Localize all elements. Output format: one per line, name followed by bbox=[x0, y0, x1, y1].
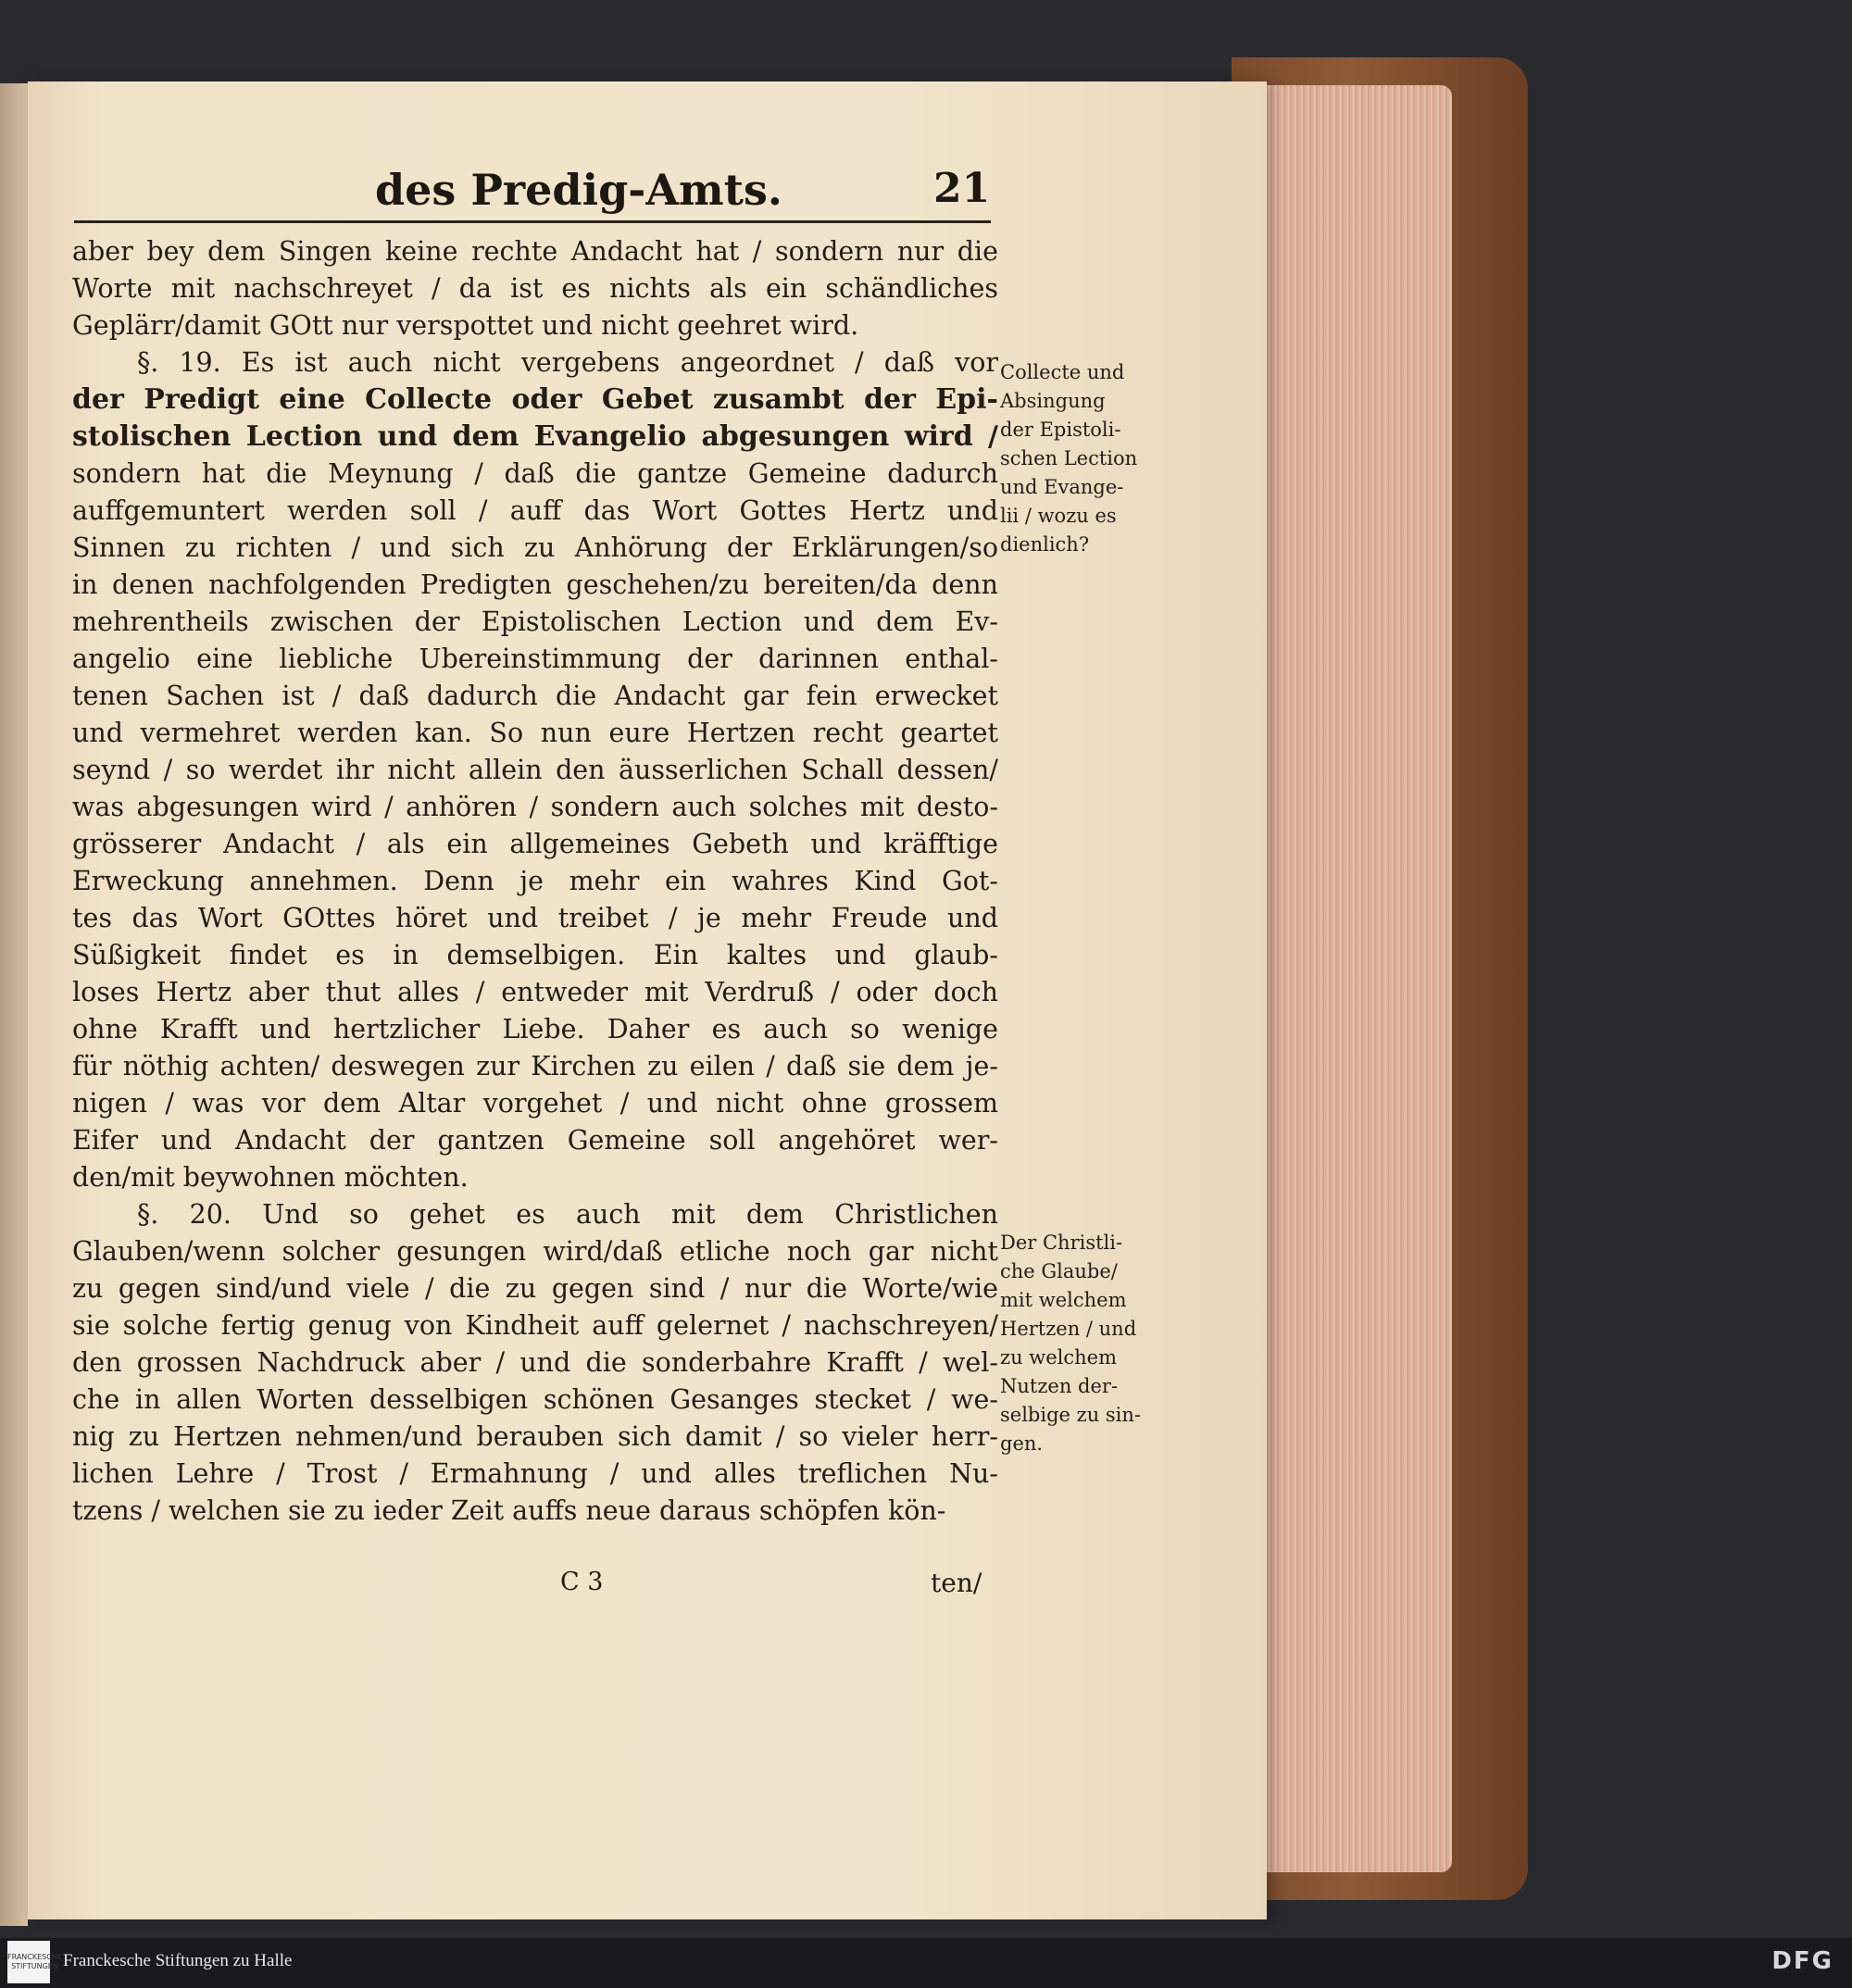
facing-page-edge bbox=[0, 83, 28, 1926]
running-header: des Predig-Amts. bbox=[375, 165, 782, 215]
margin-note-line: der Epistoli- bbox=[1000, 419, 1121, 441]
text-line: sie solche fertig genug von Kindheit auff gelernet / nachschreyen/ bbox=[72, 1310, 998, 1341]
text-line: Sinnen zu richten / und sich zu Anhörung der Erklärungen/so bbox=[72, 532, 998, 563]
text-line: und vermehret werden kan. So nun eure Hertzen recht geartet bbox=[72, 718, 998, 748]
text-line: für nöthig achten/ deswegen zur Kirchen zu eilen / daß sie dem je- bbox=[72, 1051, 998, 1082]
margin-note-line: selbige zu sin- bbox=[1000, 1404, 1142, 1426]
signature-mark: C 3 bbox=[560, 1568, 604, 1596]
text-line: angelio eine liebliche Ubereinstimmung der darinnen enthal- bbox=[72, 644, 998, 674]
page-number: 21 bbox=[933, 165, 991, 212]
text-line: lichen Lehre / Trost / Ermahnung / und alles treflichen Nu- bbox=[72, 1458, 998, 1489]
institution-name: Franckesche Stiftungen zu Halle bbox=[63, 1951, 293, 1970]
margin-note-line: Collecte und bbox=[1000, 361, 1125, 383]
margin-note-line: che Glaube/ bbox=[1000, 1260, 1118, 1282]
catchword: ten/ bbox=[931, 1568, 982, 1598]
margin-note-line: lii / wozu es bbox=[1000, 505, 1117, 527]
text-line: zu gegen sind/und viele / die zu gegen sind / nur die Worte/wie bbox=[72, 1273, 998, 1304]
text-line: stolischen Lection und dem Evangelio abgesungen wird / bbox=[72, 420, 998, 453]
text-line: ohne Krafft und hertzlicher Liebe. Daher es auch so wenige bbox=[72, 1014, 998, 1044]
text-line: der Predigt eine Collecte oder Gebet zusambt der Epi- bbox=[72, 383, 998, 416]
text-line: sondern hat die Meynung / daß die gantze Gemeine dadurch bbox=[72, 458, 998, 489]
text-line: den/mit beywohnen möchten. bbox=[72, 1162, 469, 1193]
main-text bbox=[72, 233, 998, 1530]
text-line: mehrentheils zwischen der Epistolischen Lection und dem Ev- bbox=[72, 606, 998, 637]
text-line: Glauben/wenn solcher gesungen wird/daß etliche noch gar nicht bbox=[72, 1236, 998, 1267]
text-line: §. 20. Und so gehet es auch mit dem Christlichen bbox=[137, 1199, 998, 1230]
text-line: nig zu Hertzen nehmen/und berauben sich damit / so vieler herr- bbox=[72, 1421, 998, 1452]
text-line: was abgesungen wird / anhören / sondern auch solches mit desto- bbox=[72, 792, 998, 822]
text-line: grösserer Andacht / als ein allgemeines Gebeth und kräfftige bbox=[72, 829, 998, 859]
margin-note-line: schen Lection bbox=[1000, 447, 1138, 469]
text-line: Worte mit nachschreyet / da ist es nichts als ein schändliches bbox=[72, 273, 998, 304]
dfg-logo: DFG bbox=[1771, 1947, 1833, 1975]
text-line: in denen nachfolgenden Predigten geschehen/zu bereiten/da denn bbox=[72, 569, 998, 600]
text-line: Süßigkeit findet es in demselbigen. Ein kaltes und glaub- bbox=[72, 940, 998, 970]
margin-note-line: mit welchem bbox=[1000, 1289, 1127, 1311]
text-line: Eifer und Andacht der gantzen Gemeine soll angehöret wer- bbox=[72, 1125, 998, 1156]
text-line: §. 19. Es ist auch nicht vergebens angeordnet / daß vor bbox=[137, 347, 998, 378]
margin-note-line: Der Christli- bbox=[1000, 1232, 1123, 1254]
margin-note-line: Nutzen der- bbox=[1000, 1375, 1119, 1397]
text-line: tzens / welchen sie zu ieder Zeit auffs neue daraus schöpfen kön- bbox=[72, 1495, 946, 1526]
text-line: tenen Sachen ist / daß dadurch die Andacht gar fein erwecket bbox=[72, 681, 998, 711]
text-line: Erweckung annehmen. Denn je mehr ein wahres Kind Got- bbox=[72, 866, 998, 896]
margin-note-line: und Evange- bbox=[1000, 476, 1124, 498]
text-line: Geplärr/damit GOtt nur verspottet und nicht geehret wird. bbox=[72, 310, 859, 341]
margin-note-collecte bbox=[1000, 358, 1162, 559]
logo-text: FRANCKESCHE STIFTUNGEN bbox=[7, 1952, 62, 1970]
margin-note-line: gen. bbox=[1000, 1432, 1044, 1455]
text-line: seynd / so werdet ihr nicht allein den äusserlichen Schall dessen/ bbox=[72, 755, 998, 785]
margin-note-line: zu welchem bbox=[1000, 1346, 1118, 1369]
text-line: nigen / was vor dem Altar vorgehet / und nicht ohne grossem bbox=[72, 1088, 998, 1119]
margin-note-line: Absingung bbox=[1000, 390, 1106, 412]
text-line: den grossen Nachdruck aber / und die sonderbahre Krafft / wel- bbox=[72, 1347, 998, 1378]
text-line: loses Hertz aber thut alles / entweder mit Verdruß / oder doch bbox=[72, 977, 998, 1007]
margin-note-line: Hertzen / und bbox=[1000, 1318, 1137, 1340]
viewer-footer bbox=[0, 1938, 1852, 1988]
text-line: che in allen Worten desselbigen schönen Gesanges stecket / we- bbox=[72, 1384, 998, 1415]
margin-note-glaube bbox=[1000, 1229, 1162, 1458]
text-line: auffgemuntert werden soll / auff das Wort Gottes Hertz und bbox=[72, 495, 998, 526]
margin-note-line: dienlich? bbox=[1000, 533, 1090, 556]
header-rule bbox=[74, 220, 991, 223]
text-line: aber bey dem Singen keine rechte Andacht hat / sondern nur die bbox=[72, 236, 998, 267]
institution-logo bbox=[7, 1941, 62, 1983]
text-line: tes das Wort GOttes höret und treibet / je mehr Freude und bbox=[72, 903, 998, 933]
page-edges bbox=[1267, 85, 1452, 1872]
